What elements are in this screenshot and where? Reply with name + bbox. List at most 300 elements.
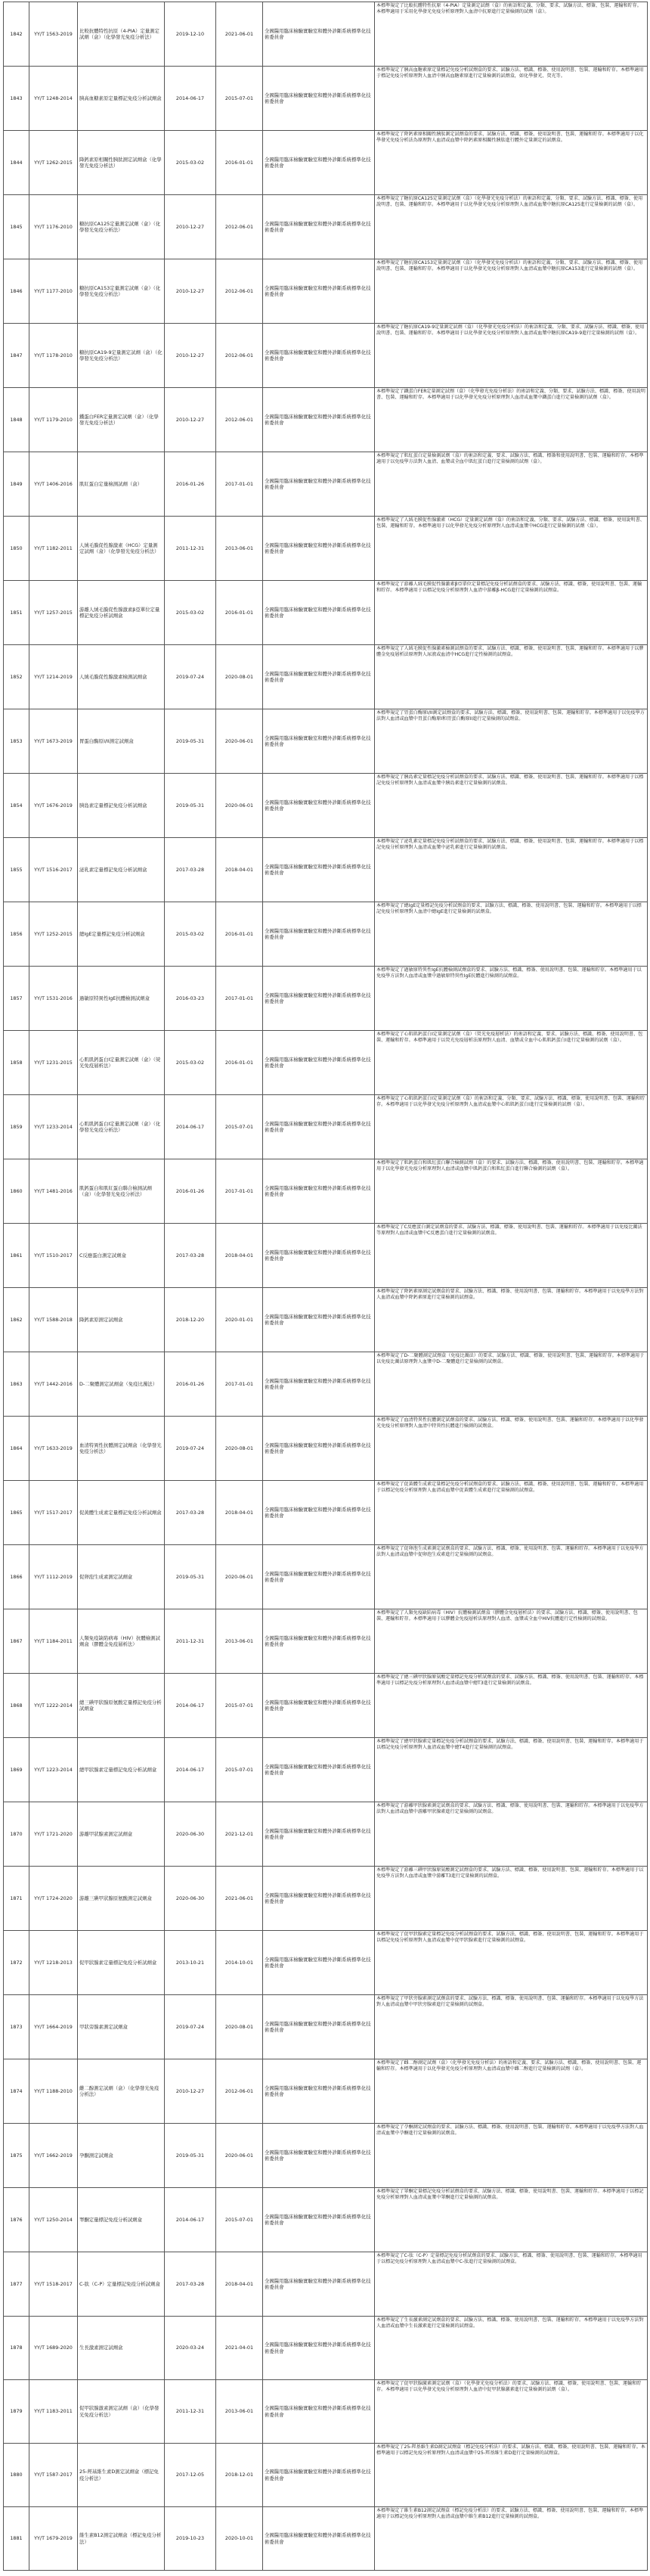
scope-description-cell: 本標準規定了糖抗原CA125定量測定試劑（盒）（化學發光免疫分析法）的術語和定義、分類、要求、試驗方法、標識、標簽、使用說明書、包裝、運輸和貯存。本標準適用于以化學發光免疫分析原理對人血清或血漿中糖抗原CA125進行定量檢測的試劑（盒）。	[375, 195, 648, 259]
standard-name-cell: 游離甲狀腺素測定試劑盒	[78, 1802, 165, 1867]
standard-name-cell: 人絨毛膜促性腺激素檢測試劑盒	[78, 645, 165, 709]
scope-description-cell: 本標準規定了促甲狀腺激素測定試劑（盒）（化學發光免疫分析法）的要求、試驗方法、標識、標簽、使用說明書、包裝、運輸和貯存。本標準適用于以化學發光免疫分析原理對人血清中促甲狀腺激素進行定量檢測的試劑（盒）。	[375, 2380, 648, 2444]
publish-date-cell: 2019-05-31	[165, 774, 216, 838]
scope-description-cell: 本標準規定了心肌肌鈣蛋白I定量測定試劑（盒）（熒光免疫層析法）的術語和定義、要求、試驗方法、標識、標簽、使用說明書、包裝、運輸和貯存。本標準適用于以熒光免疫層析法原理對人血清、血漿或全血中心肌肌鈣蛋白I進行定量檢測的試劑（盒）。	[375, 1031, 648, 1095]
standard-code-cell: YY/T 1248-2014	[29, 67, 78, 131]
standard-code-cell: YY/T 1218-2013	[29, 1931, 78, 1995]
standard-number-cell: 1866	[4, 1545, 29, 1609]
committee-cell: 全國醫用臨床檢驗實驗室和體外診斷系統標準化技術委員會	[263, 1545, 375, 1609]
table-row	[4, 2380, 648, 2444]
implement-date-cell: 2020-06-01	[216, 774, 263, 838]
committee-cell: 全國醫用臨床檢驗實驗室和體外診斷系統標準化技術委員會	[263, 774, 375, 838]
scope-description-cell: 本標準規定了游離甲狀腺素測定試劑盒的要求、試驗方法、標識、標簽、使用說明書、包裝、運輸和貯存。本標準適用于以免疫學方法對人血清或血漿中游離甲狀腺素進行定量檢測的試劑盒。	[375, 1802, 648, 1867]
standard-name-cell: 促甲狀腺素定量標記免疫分析試劑盒	[78, 1931, 165, 1995]
standard-number-cell: 1870	[4, 1802, 29, 1867]
scope-description-cell: 本標準規定了比較抗體特性抗原（4-PIA）定量測定試劑（盒）的術語和定義、分類、要求、試驗方法、標簽、包裝、運輸和貯存。本標準適用于采用化學發光免疫分析原理對人血清中抗原進行定量檢測的試劑（盒）。	[375, 2, 648, 67]
scope-description-cell: 本標準規定了糖抗原CA153定量測定試劑（盒）（化學發光免疫分析法）的術語和定義、分類、要求、試驗方法、標識、標簽、使用說明書、包裝、運輸和貯存。本標準適用于以化學發光免疫分析原理對人血清或血漿中糖抗原CA153進行定量檢測的試劑（盒）。	[375, 259, 648, 324]
table-row	[4, 774, 648, 838]
standard-code-cell: YY/T 1517-2017	[29, 1481, 78, 1545]
publish-date-cell: 2010-12-27	[165, 195, 216, 259]
publish-date-cell: 2016-01-26	[165, 1352, 216, 1417]
committee-cell: 全國醫用臨床檢驗實驗室和體外診斷系統標準化技術委員會	[263, 1417, 375, 1481]
publish-date-cell: 2017-03-28	[165, 2252, 216, 2317]
publish-date-cell: 2011-12-31	[165, 1609, 216, 1674]
implement-date-cell: 2020-08-01	[216, 1995, 263, 2059]
scope-description-cell: 本標準規定了維生素B12測定試劑盒（標記免疫分析法）的要求、試驗方法、標識、標簽、使用說明書、包裝、運輸和貯存。本標準適用于以標記免疫分析原理對人血清或血漿中維生素B12進行定量檢測的試劑盒。	[375, 2507, 648, 2571]
standard-number-cell: 1846	[4, 259, 29, 324]
standard-code-cell: YY/T 1531-2016	[29, 967, 78, 1031]
scope-description-cell: 本標準規定了胃蛋白酶原I/II測定試劑盒的要求、試驗方法、標識、標簽、使用說明書、包裝、運輸和貯存。本標準適用于以免疫學方法對人血清或血漿中胃蛋白酶原I和胃蛋白酶原II進行定量檢測的試劑盒。	[375, 709, 648, 774]
standard-name-cell: 總甲狀腺素定量標記免疫分析試劑盒	[78, 1738, 165, 1802]
standard-code-cell: YY/T 1184-2011	[29, 1609, 78, 1674]
implement-date-cell: 2012-06-01	[216, 388, 263, 452]
table-row	[4, 1095, 648, 1159]
publish-date-cell: 2019-07-24	[165, 645, 216, 709]
standard-number-cell: 1854	[4, 774, 29, 838]
scope-description-cell: 本標準規定了C反應蛋白測定試劑盒的要求、試驗方法、標識、標簽、使用說明書、包裝、運輸和貯存。本標準適用于以免疫比濁法等原理對人血清或血漿中C反應蛋白進行定量檢測的試劑盒。	[375, 1224, 648, 1288]
standard-number-cell: 1876	[4, 2188, 29, 2252]
committee-cell: 全國醫用臨床檢驗實驗室和體外診斷系統標準化技術委員會	[263, 1352, 375, 1417]
committee-cell: 全國醫用臨床檢驗實驗室和體外診斷系統標準化技術委員會	[263, 838, 375, 902]
committee-cell: 全國醫用臨床檢驗實驗室和體外診斷系統標準化技術委員會	[263, 1674, 375, 1738]
standard-name-cell: 降鈣素原測定試劑盒	[78, 1288, 165, 1352]
publish-date-cell: 2015-03-02	[165, 1031, 216, 1095]
publish-date-cell: 2019-10-23	[165, 2507, 216, 2571]
scope-description-cell: 本標準規定了促卵泡生成素測定試劑盒的要求、試驗方法、標識、標簽、使用說明書、包裝、運輸和貯存。本標準適用于以免疫學方法對人血清或血漿中促卵泡生成素進行定量檢測的試劑盒。	[375, 1545, 648, 1609]
standards-table	[3, 2, 648, 2571]
table-row	[4, 1931, 648, 1995]
implement-date-cell: 2021-06-01	[216, 2, 263, 67]
standard-name-cell: 胃蛋白酶原I/II測定試劑盒	[78, 709, 165, 774]
table-row	[4, 324, 648, 388]
table-row	[4, 452, 648, 517]
publish-date-cell: 2016-01-26	[165, 452, 216, 517]
table-row	[4, 67, 648, 131]
standard-code-cell: YY/T 1673-2019	[29, 709, 78, 774]
standard-name-cell: 人絨毛膜促性腺激素（HCG）定量測定試劑（盒）（化學發光免疫分析法）	[78, 517, 165, 581]
standard-code-cell: YY/T 1233-2014	[29, 1095, 78, 1159]
standard-code-cell: YY/T 1664-2019	[29, 1995, 78, 2059]
implement-date-cell: 2013-06-01	[216, 2380, 263, 2444]
scope-description-cell: 本標準規定了生長激素測定試劑盒的要求、試驗方法、標識、標簽、使用說明書、包裝、運輸和貯存。本標準適用于以免疫學方法對人血清或血漿中生長激素進行定量檢測的試劑盒。	[375, 2317, 648, 2380]
committee-cell: 全國醫用臨床檢驗實驗室和體外診斷系統標準化技術委員會	[263, 1224, 375, 1288]
implement-date-cell: 2018-04-01	[216, 2252, 263, 2317]
table-row	[4, 1417, 648, 1481]
standard-number-cell: 1861	[4, 1224, 29, 1288]
scope-description-cell: 本標準規定了人類免疫缺陷病毒（HIV）抗體檢測試劑盒（膠體金免疫層析法）的要求、試驗方法、標識、標簽、使用說明書、包裝、運輸和貯存。本標準適用于以膠體金免疫層析法原理對人血清、血漿或全血中HIV抗體進行定性檢測的試劑盒。	[375, 1609, 648, 1674]
publish-date-cell: 2016-03-23	[165, 967, 216, 1031]
standard-name-cell: 促卵泡生成素測定試劑盒	[78, 1545, 165, 1609]
publish-date-cell: 2011-12-31	[165, 2380, 216, 2444]
scope-description-cell: 本標準規定了游離三碘甲狀腺原氨酸測定試劑盒的要求、試驗方法、標識、標簽、使用說明書、包裝、運輸和貯存。本標準適用于以免疫學方法對人血清或血漿中游離T3進行定量檢測的試劑盒。	[375, 1867, 648, 1931]
scope-description-cell: 本標準規定了總甲狀腺素定量標記免疫分析試劑盒的要求、試驗方法、標識、標簽、使用說明書、包裝、運輸和貯存。本標準適用于以標記免疫分析原理對人血清或血漿中總T4進行定量檢測的試劑盒。	[375, 1738, 648, 1802]
table-row	[4, 967, 648, 1031]
standard-name-cell: 孕酮測定試劑盒	[78, 2124, 165, 2188]
standard-name-cell: 維生素B12測定試劑盒（標記免疫分析法）	[78, 2507, 165, 2571]
standard-number-cell: 1881	[4, 2507, 29, 2571]
standard-number-cell: 1857	[4, 967, 29, 1031]
standard-number-cell: 1853	[4, 709, 29, 774]
committee-cell: 全國醫用臨床檢驗實驗室和體外診斷系統標準化技術委員會	[263, 581, 375, 645]
implement-date-cell: 2021-04-01	[216, 2317, 263, 2380]
standard-number-cell: 1874	[4, 2059, 29, 2124]
publish-date-cell: 2014-06-17	[165, 1738, 216, 1802]
scope-description-cell: 本標準規定了肌鈣蛋白和肌紅蛋白聯合檢測試劑（盒）的要求、試驗方法、標識、標簽、使用說明書、包裝、運輸和貯存。本標準適用于以化學發光免疫分析原理對人血清或血漿中肌鈣蛋白和肌紅蛋白進行聯合檢測的試劑（盒）。	[375, 1159, 648, 1224]
standard-number-cell: 1849	[4, 452, 29, 517]
standard-name-cell: 人類免疫缺陷病毒（HIV）抗體檢測試劑盒（膠體金免疫層析法）	[78, 1609, 165, 1674]
standard-number-cell: 1859	[4, 1095, 29, 1159]
publish-date-cell: 2019-07-24	[165, 1417, 216, 1481]
standard-name-cell: 生長激素測定試劑盒	[78, 2317, 165, 2380]
scope-description-cell: 本標準規定了糖抗原CA19-9定量測定試劑（盒）（化學發光免疫分析法）的術語和定義、分類、要求、試驗方法、標識、標簽、使用說明書、包裝、運輸和貯存。本標準適用于以化學發光免疫分析原理對人血清或血漿中糖抗原CA19-9進行定量檢測的試劑（盒）。	[375, 324, 648, 388]
publish-date-cell: 2019-05-31	[165, 709, 216, 774]
table-row	[4, 2059, 648, 2124]
committee-cell: 全國醫用臨床檢驗實驗室和體外診斷系統標準化技術委員會	[263, 1867, 375, 1931]
implement-date-cell: 2015-07-01	[216, 67, 263, 131]
implement-date-cell: 2015-07-01	[216, 2188, 263, 2252]
implement-date-cell: 2016-01-01	[216, 1031, 263, 1095]
publish-date-cell: 2019-07-24	[165, 1995, 216, 2059]
scope-description-cell: 本標準規定了降鈣素原相關性胰肽測定試劑盒的要求、試驗方法、標識、標簽、使用說明書、包裝、運輸和貯存。本標準適用于以化學發光免疫分析法為原理對人血清或血漿中降鈣素原相關性胰肽進行體外定量測定的試劑盒。	[375, 131, 648, 195]
table-row	[4, 2317, 648, 2380]
standard-name-cell: 鐵蛋白FER定量測定試劑（盒）（化學發光免疫分析法）	[78, 388, 165, 452]
standard-code-cell: YY/T 1679-2019	[29, 2507, 78, 2571]
standard-code-cell: YY/T 1724-2020	[29, 1867, 78, 1931]
implement-date-cell: 2018-12-01	[216, 2444, 263, 2507]
table-row	[4, 709, 648, 774]
implement-date-cell: 2014-10-01	[216, 1931, 263, 1995]
committee-cell: 全國醫用臨床檢驗實驗室和體外診斷系統標準化技術委員會	[263, 709, 375, 774]
standard-name-cell: 胰高血糖素原定量標記免疫分析試劑盒	[78, 67, 165, 131]
publish-date-cell: 2011-12-31	[165, 517, 216, 581]
standard-code-cell: YY/T 1481-2016	[29, 1159, 78, 1224]
standard-name-cell: 糖抗原CA19-9定量測定試劑（盒）（化學發光免疫分析法）	[78, 324, 165, 388]
table-row	[4, 838, 648, 902]
standard-number-cell: 1875	[4, 2124, 29, 2188]
standard-code-cell: YY/T 1510-2017	[29, 1224, 78, 1288]
standard-name-cell: 比較抗體特性抗原（4-PIA）定量測定試劑（盒）（化學發光免疫分析法）	[78, 2, 165, 67]
committee-cell: 全國醫用臨床檢驗實驗室和體外診斷系統標準化技術委員會	[263, 1159, 375, 1224]
implement-date-cell: 2020-08-01	[216, 1417, 263, 1481]
implement-date-cell: 2021-06-01	[216, 1867, 263, 1931]
table-row	[4, 1481, 648, 1545]
committee-cell: 全國醫用臨床檢驗實驗室和體外診斷系統標準化技術委員會	[263, 2317, 375, 2380]
standard-number-cell: 1851	[4, 581, 29, 645]
committee-cell: 全國醫用臨床檢驗實驗室和體外診斷系統標準化技術委員會	[263, 388, 375, 452]
implement-date-cell: 2020-01-01	[216, 1288, 263, 1352]
publish-date-cell: 2018-12-20	[165, 1288, 216, 1352]
table-row	[4, 388, 648, 452]
committee-cell: 全國醫用臨床檢驗實驗室和體外診斷系統標準化技術委員會	[263, 2124, 375, 2188]
table-row	[4, 1674, 648, 1738]
standard-code-cell: YY/T 1182-2011	[29, 517, 78, 581]
standard-name-cell: 總三碘甲狀腺原氨酸定量標記免疫分析試劑盒	[78, 1674, 165, 1738]
scope-description-cell: 本標準規定了鐵蛋白FER定量測定試劑（盒）（化學發光免疫分析法）的術語和定義、分類、要求、試驗方法、標識、標簽、使用說明書、包裝、運輸和貯存。本標準適用于以化學發光免疫分析原理對人血清或血漿中鐵蛋白進行定量檢測的試劑（盒）。	[375, 388, 648, 452]
standard-number-cell: 1871	[4, 1867, 29, 1931]
standard-code-cell: YY/T 1442-2016	[29, 1352, 78, 1417]
committee-cell: 全國醫用臨床檢驗實驗室和體外診斷系統標準化技術委員會	[263, 2059, 375, 2124]
publish-date-cell: 2010-12-27	[165, 259, 216, 324]
committee-cell: 全國醫用臨床檢驗實驗室和體外診斷系統標準化技術委員會	[263, 324, 375, 388]
standard-name-cell: 泌乳素定量標記免疫分析試劑盒	[78, 838, 165, 902]
standard-name-cell: C反應蛋白測定試劑盒	[78, 1224, 165, 1288]
committee-cell: 全國醫用臨床檢驗實驗室和體外診斷系統標準化技術委員會	[263, 2380, 375, 2444]
committee-cell: 全國醫用臨床檢驗實驗室和體外診斷系統標準化技術委員會	[263, 452, 375, 517]
standards-table-body	[4, 2, 648, 2571]
implement-date-cell: 2020-08-01	[216, 645, 263, 709]
standard-name-cell: 心肌肌鈣蛋白I定量測定試劑（盒）（熒光免疫層析法）	[78, 1031, 165, 1095]
publish-date-cell: 2014-06-17	[165, 2188, 216, 2252]
standard-number-cell: 1867	[4, 1609, 29, 1674]
committee-cell: 全國醫用臨床檢驗實驗室和體外診斷系統標準化技術委員會	[263, 645, 375, 709]
scope-description-cell: 本標準規定了總三碘甲狀腺原氨酸定量標記免疫分析試劑盒的要求、試驗方法、標識、標簽、使用說明書、包裝、運輸和貯存。本標準適用于以標記免疫分析原理對人血清或血漿中總T3進行定量檢測的試劑盒。	[375, 1674, 648, 1738]
scope-description-cell: 本標準規定了甲狀旁腺素測定試劑盒的要求、試驗方法、標識、標簽、使用說明書、包裝、運輸和貯存。本標準適用于以免疫學方法對人血清或血漿中甲狀旁腺素進行定量檢測的試劑盒。	[375, 1995, 648, 2059]
standard-name-cell: 雌二醇測定試劑（盒）（化學發光免疫分析法）	[78, 2059, 165, 2124]
standard-number-cell: 1878	[4, 2317, 29, 2380]
standard-code-cell: YY/T 1721-2020	[29, 1802, 78, 1867]
implement-date-cell: 2012-06-01	[216, 259, 263, 324]
standard-name-cell: 甲狀旁腺素測定試劑盒	[78, 1995, 165, 2059]
committee-cell: 全國醫用臨床檢驗實驗室和體外診斷系統標準化技術委員會	[263, 1609, 375, 1674]
standard-number-cell: 1873	[4, 1995, 29, 2059]
table-row	[4, 1995, 648, 2059]
committee-cell: 全國醫用臨床檢驗實驗室和體外診斷系統標準化技術委員會	[263, 1095, 375, 1159]
implement-date-cell: 2018-04-01	[216, 1481, 263, 1545]
committee-cell: 全國醫用臨床檢驗實驗室和體外診斷系統標準化技術委員會	[263, 259, 375, 324]
implement-date-cell: 2013-06-01	[216, 1609, 263, 1674]
standard-number-cell: 1872	[4, 1931, 29, 1995]
publish-date-cell: 2010-12-27	[165, 324, 216, 388]
implement-date-cell: 2015-07-01	[216, 1095, 263, 1159]
implement-date-cell: 2018-04-01	[216, 838, 263, 902]
standard-number-cell: 1858	[4, 1031, 29, 1095]
implement-date-cell: 2013-06-01	[216, 517, 263, 581]
publish-date-cell: 2019-12-10	[165, 2, 216, 67]
implement-date-cell: 2017-01-01	[216, 1159, 263, 1224]
standard-name-cell: 過敏原特異性IgE抗體檢測試劑盒	[78, 967, 165, 1031]
standard-code-cell: YY/T 1223-2014	[29, 1738, 78, 1802]
table-row	[4, 2, 648, 67]
standard-code-cell: YY/T 1177-2010	[29, 259, 78, 324]
standard-number-cell: 1869	[4, 1738, 29, 1802]
table-row	[4, 2124, 648, 2188]
implement-date-cell: 2020-06-01	[216, 709, 263, 774]
committee-cell: 全國醫用臨床檢驗實驗室和體外診斷系統標準化技術委員會	[263, 2188, 375, 2252]
standard-code-cell: YY/T 1214-2019	[29, 645, 78, 709]
standard-code-cell: YY/T 1516-2017	[29, 838, 78, 902]
publish-date-cell: 2019-05-31	[165, 2124, 216, 2188]
committee-cell: 全國醫用臨床檢驗實驗室和體外診斷系統標準化技術委員會	[263, 1802, 375, 1867]
committee-cell: 全國醫用臨床檢驗實驗室和體外診斷系統標準化技術委員會	[263, 131, 375, 195]
table-row	[4, 1545, 648, 1609]
committee-cell: 全國醫用臨床檢驗實驗室和體外診斷系統標準化技術委員會	[263, 195, 375, 259]
scope-description-cell: 本標準規定了血清特異性抗體測定試劑盒的要求、試驗方法、標識、標簽、使用說明書、包裝、運輸和貯存。本標準適用于以化學發光免疫分析原理對人血清中特異性抗體進行檢測的試劑盒。	[375, 1417, 648, 1481]
publish-date-cell: 2017-12-05	[165, 2444, 216, 2507]
scope-description-cell: 本標準規定了游離人絨毛膜促性腺激素β亞單位定量標記免疫分析試劑盒的要求、試驗方法、標識、標簽、使用說明書、包裝、運輸和貯存。本標準適用于以標記免疫分析原理對人血清中游離β-HCG進行定量檢測的試劑盒。	[375, 581, 648, 645]
scope-description-cell: 本標準規定了肌紅蛋白定量檢測試劑（盒）的術語和定義、要求、試驗方法、標識、標簽和使用說明書、包裝、運輸和貯存。本標準適用于以免疫學方法對人血清、血漿或全血中肌紅蛋白進行定量檢測的試劑（盒）。	[375, 452, 648, 517]
standard-number-cell: 1880	[4, 2444, 29, 2507]
standard-number-cell: 1845	[4, 195, 29, 259]
committee-cell: 全國醫用臨床檢驗實驗室和體外診斷系統標準化技術委員會	[263, 2507, 375, 2571]
committee-cell: 全國醫用臨床檢驗實驗室和體外診斷系統標準化技術委員會	[263, 967, 375, 1031]
scope-description-cell: 本標準規定了人絨毛膜促性腺激素檢測試劑盒的要求、試驗方法、標識、標簽、使用說明書、包裝、運輸和貯存。本標準適用于以膠體金免疫層析法原理對人尿液或血清中HCG進行定性檢測的試劑盒。	[375, 645, 648, 709]
publish-date-cell: 2013-10-21	[165, 1931, 216, 1995]
scope-description-cell: 本標準規定了胰島素定量標記免疫分析試劑盒的要求、試驗方法、標識、標簽、使用說明書、包裝、運輸和貯存。本標準適用于以標記免疫分析原理對人血清或血漿中胰島素進行定量檢測的試劑盒。	[375, 774, 648, 838]
table-row	[4, 517, 648, 581]
publish-date-cell: 2017-03-28	[165, 838, 216, 902]
implement-date-cell: 2015-07-01	[216, 1738, 263, 1802]
scope-description-cell: 本標準規定了睪酮定量標記免疫分析試劑盒的要求、試驗方法、標識、標簽、使用說明書、包裝、運輸和貯存。本標準適用于以標記免疫分析原理對人血清或血漿中睪酮進行定量檢測的試劑盒。	[375, 2188, 648, 2252]
standard-code-cell: YY/T 1252-2015	[29, 902, 78, 967]
publish-date-cell: 2014-06-17	[165, 1674, 216, 1738]
standard-name-cell: 血清特異性抗體測定試劑盒（化學發光免疫分析法）	[78, 1417, 165, 1481]
publish-date-cell: 2015-03-02	[165, 581, 216, 645]
scope-description-cell: 本標準規定了胰高血糖素原定量標記免疫分析試劑盒的要求、試驗方法、標識、標簽、使用說明書、包裝、運輸和貯存。本標準適用于標記免疫分析原理對人血清中胰高血糖素原進行定量檢測的試劑盒，如化學發光、熒光等。	[375, 67, 648, 131]
publish-date-cell: 2019-05-31	[165, 1545, 216, 1609]
table-row	[4, 1159, 648, 1224]
implement-date-cell: 2020-06-01	[216, 1545, 263, 1609]
committee-cell: 全國醫用臨床檢驗實驗室和體外診斷系統標準化技術委員會	[263, 1288, 375, 1352]
standard-code-cell: YY/T 1222-2014	[29, 1674, 78, 1738]
standard-name-cell: 總IgE定量標記免疫分析試劑盒	[78, 902, 165, 967]
standard-number-cell: 1855	[4, 838, 29, 902]
standard-name-cell: C-肽（C-P）定量標記免疫分析試劑盒	[78, 2252, 165, 2317]
scope-description-cell: 本標準規定了總IgE定量標記免疫分析試劑盒的要求、試驗方法、標識、標簽、使用說明書、包裝、運輸和貯存。本標準適用于以標記免疫分析原理對人血清中總IgE進行定量檢測的試劑盒。	[375, 902, 648, 967]
publish-date-cell: 2020-06-30	[165, 1802, 216, 1867]
implement-date-cell: 2017-01-01	[216, 967, 263, 1031]
scope-description-cell: 本標準規定了心肌肌鈣蛋白I定量測定試劑（盒）的術語和定義、分類、要求、試驗方法、標識、標簽、使用說明書、包裝、運輸和貯存。本標準適用于以化學發光免疫分析原理對人血清或血漿中心肌肌鈣蛋白I進行定量檢測的試劑（盒）。	[375, 1095, 648, 1159]
standard-name-cell: 糖抗原CA153定量測定試劑（盒）（化學發光免疫分析法）	[78, 259, 165, 324]
standard-number-cell: 1864	[4, 1417, 29, 1481]
scope-description-cell: 本標準規定了過敏原特異性IgE抗體檢測試劑盒的要求、試驗方法、標識、標簽、使用說明書、包裝、運輸和貯存。本標準適用于以免疫學方法對人血清或血漿中過敏原特異性IgE抗體進行檢測的試劑盒。	[375, 967, 648, 1031]
table-row	[4, 1352, 648, 1417]
standard-number-cell: 1862	[4, 1288, 29, 1352]
standard-name-cell: 睪酮定量標記免疫分析試劑盒	[78, 2188, 165, 2252]
implement-date-cell: 2017-01-01	[216, 452, 263, 517]
scope-description-cell: 本標準規定了D-二聚體測定試劑盒（免疫比濁法）的要求、試驗方法、標識、標簽、使用說明書、包裝、運輸和貯存。本標準適用于以免疫比濁法原理對人血漿中D-二聚體進行定量檢測的試劑盒。	[375, 1352, 648, 1417]
committee-cell: 全國醫用臨床檢驗實驗室和體外診斷系統標準化技術委員會	[263, 902, 375, 967]
committee-cell: 全國醫用臨床檢驗實驗室和體外診斷系統標準化技術委員會	[263, 2, 375, 67]
scope-description-cell: 本標準規定了人絨毛膜促性腺激素（HCG）定量測定試劑（盒）的術語和定義、分類、要求、試驗方法、標識、標簽、使用說明書、包裝、運輸和貯存。本標準適用于以化學發光免疫分析原理對人血清或血漿中HCG進行定量檢測的試劑（盒）。	[375, 517, 648, 581]
scope-description-cell: 本標準規定了降鈣素原測定試劑盒的要求、試驗方法、標識、標簽、使用說明書、包裝、運輸和貯存。本標準適用于以免疫學方法對人血清或血漿中降鈣素原進行定量檢測的試劑盒。	[375, 1288, 648, 1352]
implement-date-cell: 2012-06-01	[216, 195, 263, 259]
standard-code-cell: YY/T 1176-2010	[29, 195, 78, 259]
standard-code-cell: YY/T 1588-2018	[29, 1288, 78, 1352]
standard-code-cell: YY/T 1250-2014	[29, 2188, 78, 2252]
standard-name-cell: 游離人絨毛膜促性腺激素β亞單位定量標記免疫分析試劑盒	[78, 581, 165, 645]
table-row	[4, 902, 648, 967]
standard-code-cell: YY/T 1188-2010	[29, 2059, 78, 2124]
table-row	[4, 2252, 648, 2317]
standard-code-cell: YY/T 1563-2019	[29, 2, 78, 67]
table-row	[4, 2188, 648, 2252]
committee-cell: 全國醫用臨床檢驗實驗室和體外診斷系統標準化技術委員會	[263, 2444, 375, 2507]
table-row	[4, 1224, 648, 1288]
standard-code-cell: YY/T 1406-2016	[29, 452, 78, 517]
standard-number-cell: 1844	[4, 131, 29, 195]
table-row	[4, 195, 648, 259]
implement-date-cell: 2017-01-01	[216, 1352, 263, 1417]
standard-number-cell: 1856	[4, 902, 29, 967]
publish-date-cell: 2015-03-02	[165, 131, 216, 195]
standard-name-cell: 降鈣素原相關性胰肽測定試劑盒（化學發光免疫分析法）	[78, 131, 165, 195]
publish-date-cell: 2014-06-17	[165, 1095, 216, 1159]
standard-code-cell: YY/T 1112-2019	[29, 1545, 78, 1609]
publish-date-cell: 2017-03-28	[165, 1481, 216, 1545]
standard-name-cell: 肌紅蛋白定量檢測試劑（盒）	[78, 452, 165, 517]
publish-date-cell: 2017-03-28	[165, 1224, 216, 1288]
standard-number-cell: 1860	[4, 1159, 29, 1224]
standard-name-cell: D-二聚體測定試劑盒（免疫比濁法）	[78, 1352, 165, 1417]
standard-name-cell: 心肌肌鈣蛋白I定量測定試劑（盒）（化學發光免疫分析法）	[78, 1095, 165, 1159]
table-row	[4, 2507, 648, 2571]
committee-cell: 全國醫用臨床檢驗實驗室和體外診斷系統標準化技術委員會	[263, 1995, 375, 2059]
standard-code-cell: YY/T 1676-2019	[29, 774, 78, 838]
committee-cell: 全國醫用臨床檢驗實驗室和體外診斷系統標準化技術委員會	[263, 1931, 375, 1995]
standard-code-cell: YY/T 1183-2011	[29, 2380, 78, 2444]
standard-number-cell: 1850	[4, 517, 29, 581]
scope-description-cell: 本標準規定了泌乳素定量標記免疫分析試劑盒的要求、試驗方法、標識、標簽、使用說明書、包裝、運輸和貯存。本標準適用于以標記免疫分析原理對人血清或血漿中泌乳素進行定量檢測的試劑盒。	[375, 838, 648, 902]
standard-number-cell: 1865	[4, 1481, 29, 1545]
implement-date-cell: 2020-06-01	[216, 2124, 263, 2188]
standard-name-cell: 促甲狀腺激素測定試劑（盒）（化學發光免疫分析法）	[78, 2380, 165, 2444]
table-row	[4, 1802, 648, 1867]
committee-cell: 全國醫用臨床檢驗實驗室和體外診斷系統標準化技術委員會	[263, 67, 375, 131]
standard-number-cell: 1863	[4, 1352, 29, 1417]
implement-date-cell: 2016-01-01	[216, 581, 263, 645]
standard-number-cell: 1848	[4, 388, 29, 452]
table-row	[4, 1031, 648, 1095]
scope-description-cell: 本標準規定了C-肽（C-P）定量標記免疫分析試劑盒的要求、試驗方法、標識、標簽、使用說明書、包裝、運輸和貯存。本標準適用于以標記免疫分析原理對人血清或血漿中C-肽進行定量檢測的試劑盒。	[375, 2252, 648, 2317]
publish-date-cell: 2014-06-17	[165, 67, 216, 131]
standard-number-cell: 1879	[4, 2380, 29, 2444]
implement-date-cell: 2018-04-01	[216, 1224, 263, 1288]
table-row	[4, 131, 648, 195]
publish-date-cell: 2010-12-27	[165, 2059, 216, 2124]
implement-date-cell: 2012-06-01	[216, 2059, 263, 2124]
standard-name-cell: 肌鈣蛋白和肌紅蛋白聯合檢測試劑（盒）（化學發光免疫分析法）	[78, 1159, 165, 1224]
scope-description-cell: 本標準規定了25-羥基維生素D測定試劑盒（標記免疫分析法）的要求、試驗方法、標識、標簽、使用說明書、包裝、運輸和貯存。本標準適用于以標記免疫分析原理對人血清或血漿中25-羥基維生素D進行定量檢測的試劑盒。	[375, 2444, 648, 2507]
scope-description-cell: 本標準規定了促黃體生成素定量標記免疫分析試劑盒的要求、試驗方法、標識、標簽、使用說明書、包裝、運輸和貯存。本標準適用于以標記免疫分析原理對人血清或血漿中促黃體生成素進行定量檢測的試劑盒。	[375, 1481, 648, 1545]
standard-name-cell: 胰島素定量標記免疫分析試劑盒	[78, 774, 165, 838]
standard-number-cell: 1847	[4, 324, 29, 388]
standard-number-cell: 1842	[4, 2, 29, 67]
scope-description-cell: 本標準規定了孕酮測定試劑盒的要求、試驗方法、標識、標簽、使用說明書、包裝、運輸和貯存。本標準適用于以免疫學方法對人血清或血漿中孕酮進行定量檢測的試劑盒。	[375, 2124, 648, 2188]
publish-date-cell: 2020-03-24	[165, 2317, 216, 2380]
publish-date-cell: 2016-01-26	[165, 1159, 216, 1224]
table-row	[4, 1867, 648, 1931]
standard-number-cell: 1877	[4, 2252, 29, 2317]
implement-date-cell: 2012-06-01	[216, 324, 263, 388]
publish-date-cell: 2010-12-27	[165, 388, 216, 452]
standard-number-cell: 1868	[4, 1674, 29, 1738]
standard-code-cell: YY/T 1179-2010	[29, 388, 78, 452]
table-row	[4, 1288, 648, 1352]
committee-cell: 全國醫用臨床檢驗實驗室和體外診斷系統標準化技術委員會	[263, 2252, 375, 2317]
standard-name-cell: 25-羥基維生素D測定試劑盒（標記免疫分析法）	[78, 2444, 165, 2507]
standard-name-cell: 促黃體生成素定量標記免疫分析試劑盒	[78, 1481, 165, 1545]
standard-code-cell: YY/T 1257-2015	[29, 581, 78, 645]
publish-date-cell: 2015-03-02	[165, 902, 216, 967]
table-row	[4, 1609, 648, 1674]
committee-cell: 全國醫用臨床檢驗實驗室和體外診斷系統標準化技術委員會	[263, 1031, 375, 1095]
table-row	[4, 259, 648, 324]
table-row	[4, 2444, 648, 2507]
standard-name-cell: 糖抗原CA125定量測定試劑（盒）（化學發光免疫分析法）	[78, 195, 165, 259]
committee-cell: 全國醫用臨床檢驗實驗室和體外診斷系統標準化技術委員會	[263, 1738, 375, 1802]
implement-date-cell: 2021-12-01	[216, 1802, 263, 1867]
publish-date-cell: 2020-06-30	[165, 1867, 216, 1931]
